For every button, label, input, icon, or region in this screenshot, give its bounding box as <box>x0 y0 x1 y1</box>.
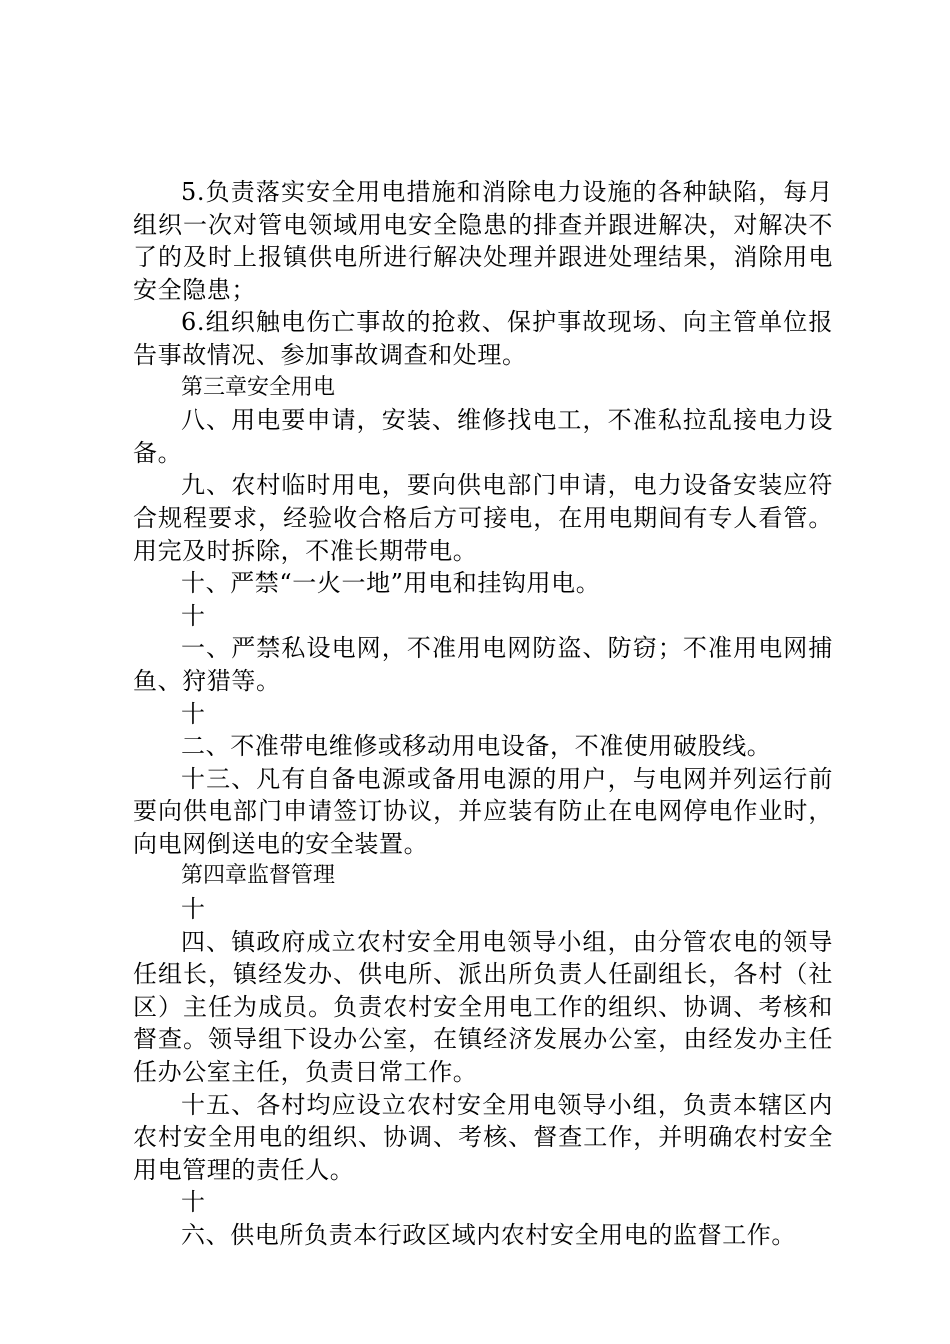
paragraph-5-responsibilities: 5.负责落实安全用电措施和消除电力设施的各种缺陷，每月组织一次对管电领域用电安全隐患的排查并跟进解决，对解决不了的及时上报镇供电所进行解决处理并跟进处理结果，消除用电安全隐患； <box>133 178 833 304</box>
article-14-number-fragment: 十 <box>181 895 206 924</box>
article-16-body: 六、供电所负责本行政区域内农村安全用电的监督工作。 <box>181 1221 796 1249</box>
article-14-body: 四、镇政府成立农村安全用电领导小组，由分管农电的领导任组长，镇经发办、供电所、派出所负责人任副组长，各村（社区）主任为成员。负责农村安全用电工作的组织、协调、考核和督查。领导组下设办公室，在镇经济发展办公室，由经发办主任任办公室主任，负责日常工作。 <box>133 927 833 1087</box>
paragraph-6-accident-rescue: 6.组织触电伤亡事故的抢救、保护事故现场、向主管单位报告事故情况、参加事故调查和处理。 <box>133 308 833 369</box>
article-11-number-fragment: 十 <box>181 601 206 630</box>
document-body <box>133 176 833 1252</box>
article-9: 九、农村临时用电，要向供电部门申请，电力设备安装应符合规程要求，经验收合格后方可接电，在用电期间有专人看管。用完及时拆除，不准长期带电。 <box>133 471 833 565</box>
article-11-body: 一、严禁私设电网，不准用电网防盗、防窃；不准用电网捕鱼、狩猎等。 <box>133 634 833 695</box>
article-12-body: 二、不准带电维修或移动用电设备，不准使用破股线。 <box>181 732 772 761</box>
chapter-4-heading: 第四章监督管理 <box>181 863 336 889</box>
article-10: 十、严禁“一火一地”用电和挂钩用电。 <box>181 569 601 598</box>
article-8: 八、用电要申请，安装、维修找电工，不准私拉乱接电力设备。 <box>133 406 833 467</box>
article-12-number-fragment: 十 <box>181 699 206 728</box>
chapter-3-heading: 第三章安全用电 <box>181 374 336 400</box>
article-16-number-fragment: 十 <box>181 1188 206 1217</box>
article-13: 十三、凡有自备电源或备用电源的用户，与电网并列运行前要向供电部门申请签订协议，并应装有防止在电网停电作业时，向电网倒送电的安全装置。 <box>133 764 833 858</box>
article-15: 十五、各村均应设立农村安全用电领导小组，负责本辖区内农村安全用电的组织、协调、考核、督查工作，并明确农村安全用电管理的责任人。 <box>133 1090 833 1184</box>
